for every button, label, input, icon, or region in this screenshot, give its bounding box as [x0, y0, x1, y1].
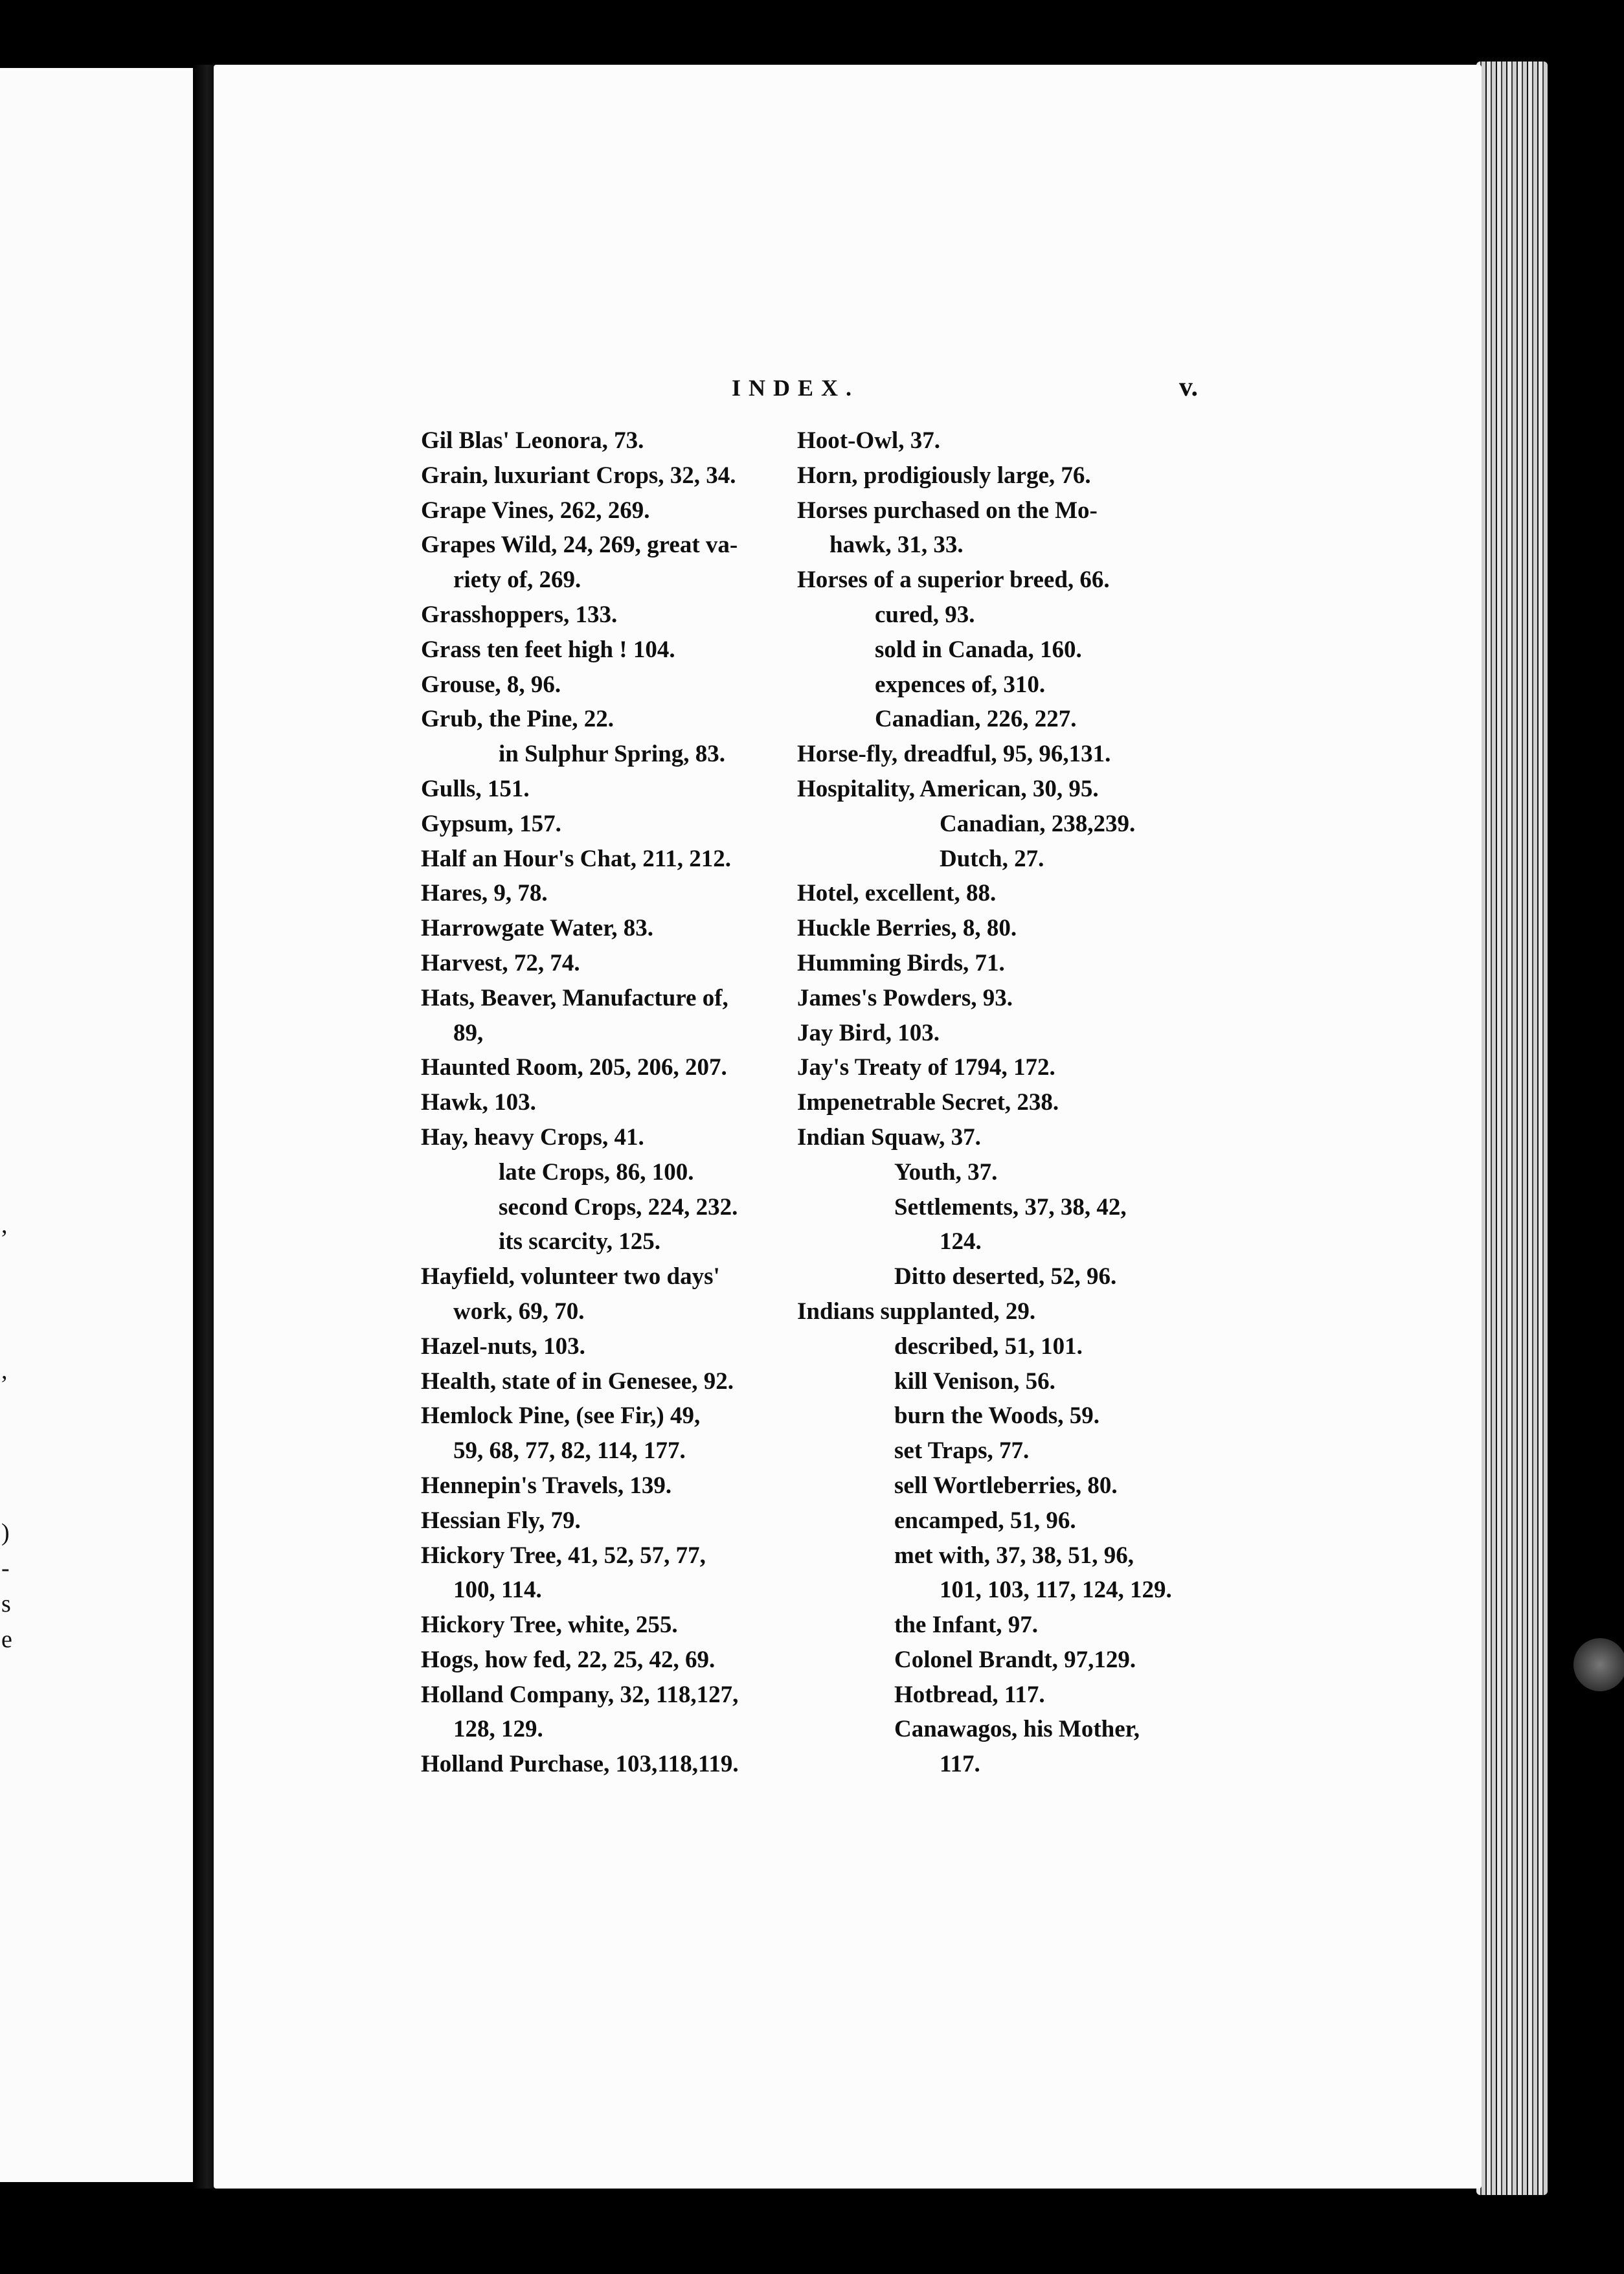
thumb-mark: [1573, 1638, 1624, 1691]
index-entry: Hares, 9, 78.: [421, 880, 548, 907]
index-entry: described, 51, 101.: [894, 1333, 1083, 1360]
index-entry: burn the Woods, 59.: [894, 1402, 1100, 1430]
index-entry: Indian Squaw, 37.: [797, 1123, 981, 1151]
index-entry: 101, 103, 117, 124, 129.: [940, 1577, 1172, 1604]
index-entry: Grub, the Pine, 22.: [421, 706, 615, 733]
index-entry: Hats, Beaver, Manufacture of,: [421, 984, 728, 1011]
index-entry: Jay Bird, 103.: [797, 1019, 940, 1046]
index-entry: Harvest, 72, 74.: [421, 949, 580, 976]
index-entry: sold in Canada, 160.: [875, 636, 1082, 663]
index-entry: Jay's Treaty of 1794, 172.: [797, 1054, 1055, 1081]
index-entry: Grape Vines, 262, 269.: [421, 497, 650, 524]
index-entry: riety of, 269.: [453, 567, 581, 594]
index-entry: work, 69, 70.: [453, 1298, 585, 1325]
page-title: INDEX.: [732, 375, 860, 401]
index-entry: Canawagos, his Mother,: [894, 1716, 1140, 1743]
index-entry: Haunted Room, 205, 206, 207.: [421, 1054, 727, 1081]
index-entry: Grass ten feet high ! 104.: [421, 636, 675, 663]
index-entry: second Crops, 224, 232.: [499, 1193, 738, 1221]
margin-mark: e: [1, 1626, 12, 1653]
index-entry: Half an Hour's Chat, 211, 212.: [421, 845, 731, 872]
margin-mark: ): [1, 1519, 10, 1546]
left-page-margin-marks: [0, 68, 26, 2182]
index-entry: Hotbread, 117.: [894, 1681, 1045, 1708]
index-entry: Hessian Fly, 79.: [421, 1507, 581, 1534]
index-entry: cured, 93.: [875, 601, 975, 628]
index-entry: Hospitality, American, 30, 95.: [797, 775, 1099, 802]
index-entry: Hogs, how fed, 22, 25, 42, 69.: [421, 1646, 716, 1673]
index-entry: Hotel, excellent, 88.: [797, 880, 997, 907]
index-entry: encamped, 51, 96.: [894, 1507, 1076, 1534]
index-entry: 59, 68, 77, 82, 114, 177.: [453, 1437, 686, 1465]
index-entry: 124.: [940, 1228, 982, 1255]
index-entry: Hickory Tree, 41, 52, 57, 77,: [421, 1542, 706, 1569]
index-entry: Colonel Brandt, 97,129.: [894, 1646, 1136, 1673]
index-entry: Hickory Tree, white, 255.: [421, 1612, 678, 1639]
running-header: [421, 363, 1198, 414]
index-entry: Grapes Wild, 24, 269, great va-: [421, 532, 738, 559]
index-entry: in Sulphur Spring, 83.: [499, 741, 725, 768]
index-entry: 89,: [453, 1019, 484, 1046]
index-entry: Holland Company, 32, 118,127,: [421, 1681, 739, 1708]
index-entry: Health, state of in Genesee, 92.: [421, 1368, 734, 1395]
index-entry: Holland Purchase, 103,118,119.: [421, 1751, 739, 1778]
index-entry: Horses of a superior breed, 66.: [797, 567, 1110, 594]
index-entry: Canadian, 226, 227.: [875, 706, 1077, 733]
margin-mark: -: [1, 1555, 10, 1582]
index-right-column: [797, 423, 1179, 1782]
index-entry: Horses purchased on the Mo-: [797, 497, 1098, 524]
index-entry: the Infant, 97.: [894, 1612, 1039, 1639]
index-entry: Grain, luxuriant Crops, 32, 34.: [421, 462, 736, 489]
index-entry: Gil Blas' Leonora, 73.: [421, 427, 644, 454]
index-entry: Harrowgate Water, 83.: [421, 915, 653, 942]
index-entry: Gulls, 151.: [421, 775, 530, 802]
index-entry: 128, 129.: [453, 1716, 543, 1743]
index-entry: Settlements, 37, 38, 42,: [894, 1193, 1127, 1221]
index-entry: Grasshoppers, 133.: [421, 601, 618, 628]
index-entry: expences of, 310.: [875, 671, 1046, 698]
index-entry: Impenetrable Secret, 238.: [797, 1089, 1059, 1116]
index-entry: Hay, heavy Crops, 41.: [421, 1123, 644, 1151]
index-entry: met with, 37, 38, 51, 96,: [894, 1542, 1134, 1569]
index-entry: Ditto deserted, 52, 96.: [894, 1263, 1117, 1290]
margin-mark: ,: [1, 1357, 8, 1384]
index-entry: sell Wortleberries, 80.: [894, 1472, 1118, 1499]
index-entry: 117.: [940, 1751, 980, 1778]
index-content: [421, 363, 1198, 1782]
margin-mark: s: [1, 1590, 11, 1617]
index-entry: Hennepin's Travels, 139.: [421, 1472, 672, 1499]
index-entry: late Crops, 86, 100.: [499, 1158, 694, 1186]
page-edges: [1476, 62, 1548, 2195]
index-entry: Hemlock Pine, (see Fir,) 49,: [421, 1402, 701, 1430]
index-entry: Dutch, 27.: [940, 845, 1044, 872]
index-entry: Grouse, 8, 96.: [421, 671, 561, 698]
index-entry: Humming Birds, 71.: [797, 949, 1005, 976]
left-page-fragment: [0, 68, 193, 2182]
index-entry: Canadian, 238,239.: [940, 810, 1136, 837]
page-number: v.: [1179, 372, 1198, 402]
index-entry: hawk, 31, 33.: [829, 532, 964, 559]
margin-mark: ,: [1, 1211, 8, 1239]
index-entry: Huckle Berries, 8, 80.: [797, 915, 1017, 942]
index-entry: 100, 114.: [453, 1577, 542, 1604]
index-entry: Indians supplanted, 29.: [797, 1298, 1036, 1325]
index-entry: Gypsum, 157.: [421, 810, 561, 837]
index-entry: Hayfield, volunteer two days': [421, 1263, 720, 1290]
index-entry: James's Powders, 93.: [797, 984, 1013, 1011]
index-entry: Hawk, 103.: [421, 1089, 536, 1116]
index-entry: Youth, 37.: [894, 1158, 998, 1186]
index-entry: Horse-fly, dreadful, 95, 96,131.: [797, 741, 1111, 768]
index-entry: Horn, prodigiously large, 76.: [797, 462, 1091, 489]
index-entry: kill Venison, 56.: [894, 1368, 1055, 1395]
index-entry: Hoot-Owl, 37.: [797, 427, 940, 454]
index-left-column: [421, 423, 802, 1782]
index-entry: Hazel-nuts, 103.: [421, 1333, 585, 1360]
index-entry: set Traps, 77.: [894, 1437, 1030, 1465]
index-entry: its scarcity, 125.: [499, 1228, 661, 1255]
index-columns: [421, 423, 1179, 1782]
